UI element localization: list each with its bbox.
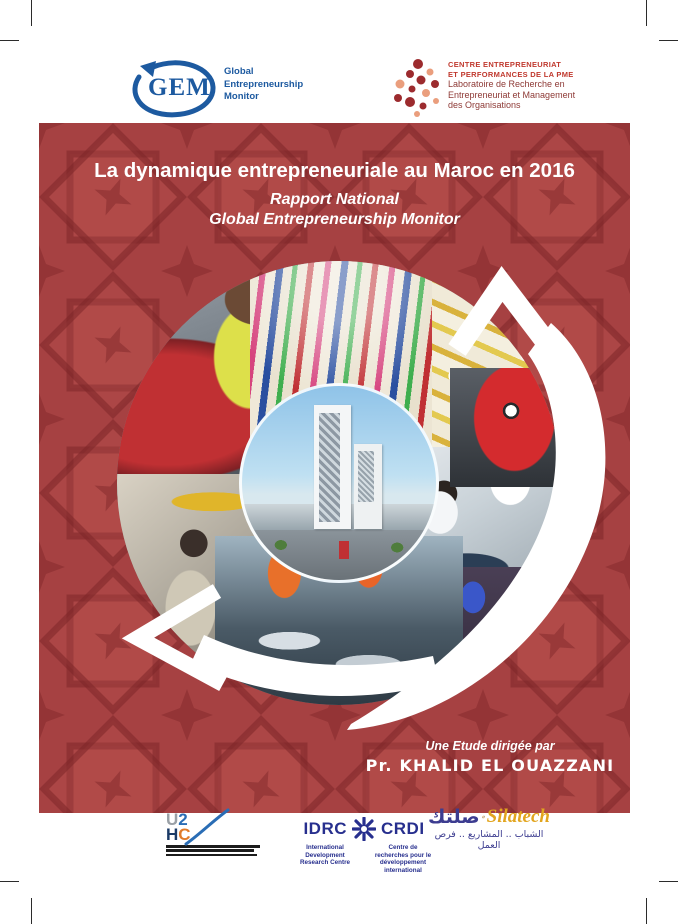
credit-intro: Une Etude dirigée par: [425, 739, 555, 753]
credit-block: [340, 739, 630, 775]
silatech-arabic-word: صلتك: [428, 806, 480, 828]
credit-author-name: Pr. KHALID EL OUAZZANI: [365, 756, 615, 775]
crop-mark: [0, 881, 19, 882]
gem-acronym: GEM: [148, 74, 211, 101]
crop-mark: [646, 898, 647, 924]
idrc-crdi-logo: [294, 817, 434, 874]
lab-subtitle-line: des Organisations: [448, 100, 521, 110]
cover-title: La dynamique entrepreneuriale au Maroc en 2016: [94, 159, 575, 182]
crop-mark: [31, 898, 32, 924]
university-logo: [166, 812, 270, 858]
crop-mark: [0, 40, 19, 41]
lab-text: [448, 60, 604, 111]
gem-name: Global Entrepreneurship Monitor: [224, 66, 304, 102]
cover-subtitle-1: Rapport National: [270, 191, 399, 208]
lab-subtitle-line: Laboratoire de Recherche en: [448, 79, 565, 89]
lab-subtitle-line: Entrepreneuriat et Management: [448, 89, 576, 100]
gem-logo: [126, 60, 326, 116]
cover-panel: [39, 123, 630, 813]
crdi-caption: Centre de recherches pour le développement international: [374, 844, 432, 874]
crop-mark: [659, 881, 678, 882]
lab-title-line: ET PERFORMANCES DE LA PME: [448, 69, 574, 79]
silatech-arabic-caption: الشباب .. المشاريع .. فرص العمل: [434, 829, 544, 851]
university-swoosh-icon: [184, 808, 230, 846]
idrc-acronym: IDRC: [303, 819, 347, 838]
silatech-latin-word: Silatech: [486, 806, 550, 827]
crdi-acronym: CRDI: [381, 819, 425, 838]
university-fine-print: [166, 845, 270, 856]
research-lab-logo: [390, 56, 605, 118]
lab-title-line: CENTRE ENTREPRENEURIAT: [448, 60, 562, 69]
crop-mark: [659, 40, 678, 41]
cover-subtitle-2: Global Entrepreneurship Monitor: [209, 211, 460, 228]
crop-mark: [31, 0, 32, 26]
snowflake-icon: [352, 817, 376, 841]
university-letters: U2 HC: [166, 812, 230, 842]
crop-mark: [646, 0, 647, 26]
idrc-caption: International Development Research Centre: [299, 844, 351, 866]
dots-cluster-icon: [390, 56, 446, 118]
